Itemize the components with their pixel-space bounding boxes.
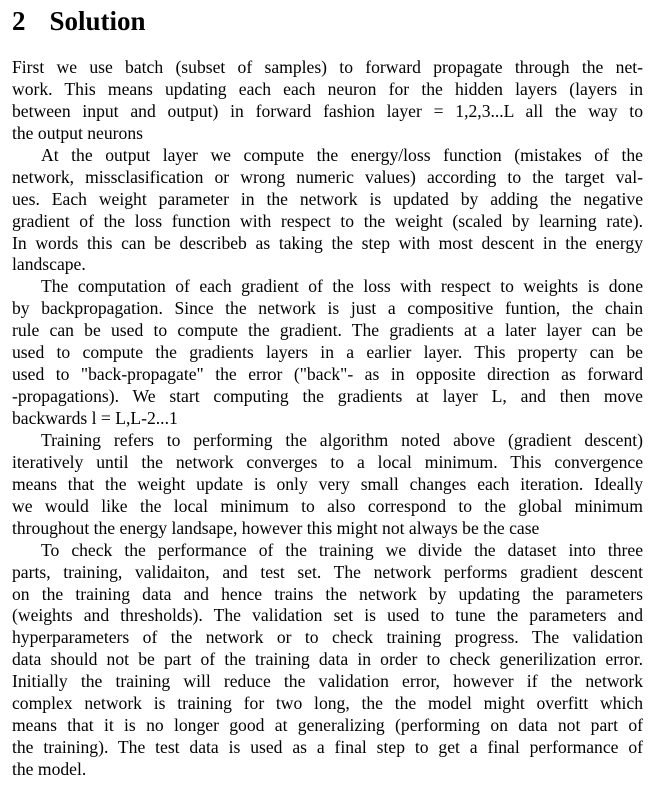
text-line: we would like the local minimum to also correspond to the global minimum: [12, 495, 643, 516]
text-line: network, missclasification or wrong numeric values) according to the target val-: [12, 166, 643, 187]
text-line: In words this can be describeb as taking the step with most descent in the energy: [12, 232, 643, 253]
text-line: parts, training, validaiton, and test set. The network performs gradient descent: [12, 561, 643, 582]
text-line: work. This means updating each each neuron for the hidden layers (layers in: [12, 78, 643, 99]
text-line: ues. Each weight parameter in the network is updated by adding the negative: [12, 188, 643, 209]
text-line: between input and output) in forward fashion layer = 1,2,3...L all the way to: [12, 100, 643, 121]
paragraph: [12, 145, 643, 277]
text-line: Training refers to performing the algorithm noted above (gradient descent): [41, 429, 643, 450]
text-line: means that the weight update is only very small changes each iteration. Ideally: [12, 473, 643, 494]
section-heading: [12, 6, 146, 37]
text-line: hyperparameters of the network or to check training progress. The validation: [12, 627, 643, 648]
text-line: At the output layer we compute the energy/loss function (mistakes of the: [41, 144, 643, 165]
text-line: means that it is no longer good at generalizing (performing on data not part of: [12, 715, 643, 736]
paragraph: [12, 57, 643, 145]
text-line: the training). The test data is used as a final step to get a final performance of: [12, 737, 643, 758]
text-line: throughout the energy landsape, however this might not always be the case: [12, 517, 540, 538]
text-line: landscape.: [12, 254, 86, 275]
text-line: The computation of each gradient of the loss with respect to weights is done: [41, 276, 643, 297]
paragraph: [12, 276, 643, 430]
text-line: used to "back-propagate" the error ("back"- as in opposite direction as forward: [12, 364, 643, 385]
paragraph: [12, 540, 643, 781]
text-line: First we use batch (subset of samples) to forward propagate through the net-: [12, 57, 643, 77]
section-number: 2: [12, 6, 26, 36]
text-line: iteratively until the network converges to a local minimum. This convergence: [12, 451, 643, 472]
text-line: Initially the training will reduce the validation error, however if the network: [12, 671, 643, 692]
section-body: [12, 57, 643, 781]
text-line: on the training data and hence trains the network by updating the parameters: [12, 583, 643, 604]
paragraph: [12, 430, 643, 540]
text-line: -propagations). We start computing the gradients at layer L, and then move: [12, 386, 643, 407]
text-line: (weights and thresholds). The validation set is used to tune the parameters and: [12, 605, 643, 626]
section-title: Solution: [49, 6, 146, 36]
text-line: the model.: [12, 759, 87, 779]
text-line: gradient of the loss function with respect to the weight (scaled by learning rate).: [12, 210, 643, 231]
text-line: by backpropagation. Since the network is just a compositive funtion, the chain: [12, 298, 643, 319]
text-line: used to compute the gradients layers in a earlier layer. This property can be: [12, 342, 643, 363]
text-line: the output neurons: [12, 122, 143, 143]
text-line: data should not be part of the training data in order to check generilization error.: [12, 649, 643, 670]
text-line: complex network is training for two long, the the model might overfitt which: [12, 693, 643, 714]
text-line: rule can be used to compute the gradient. The gradients at a later layer can be: [12, 320, 643, 341]
text-line: backwards l = L,L-2...1: [12, 408, 178, 428]
text-line: To check the performance of the training we divide the dataset into three: [41, 539, 643, 560]
